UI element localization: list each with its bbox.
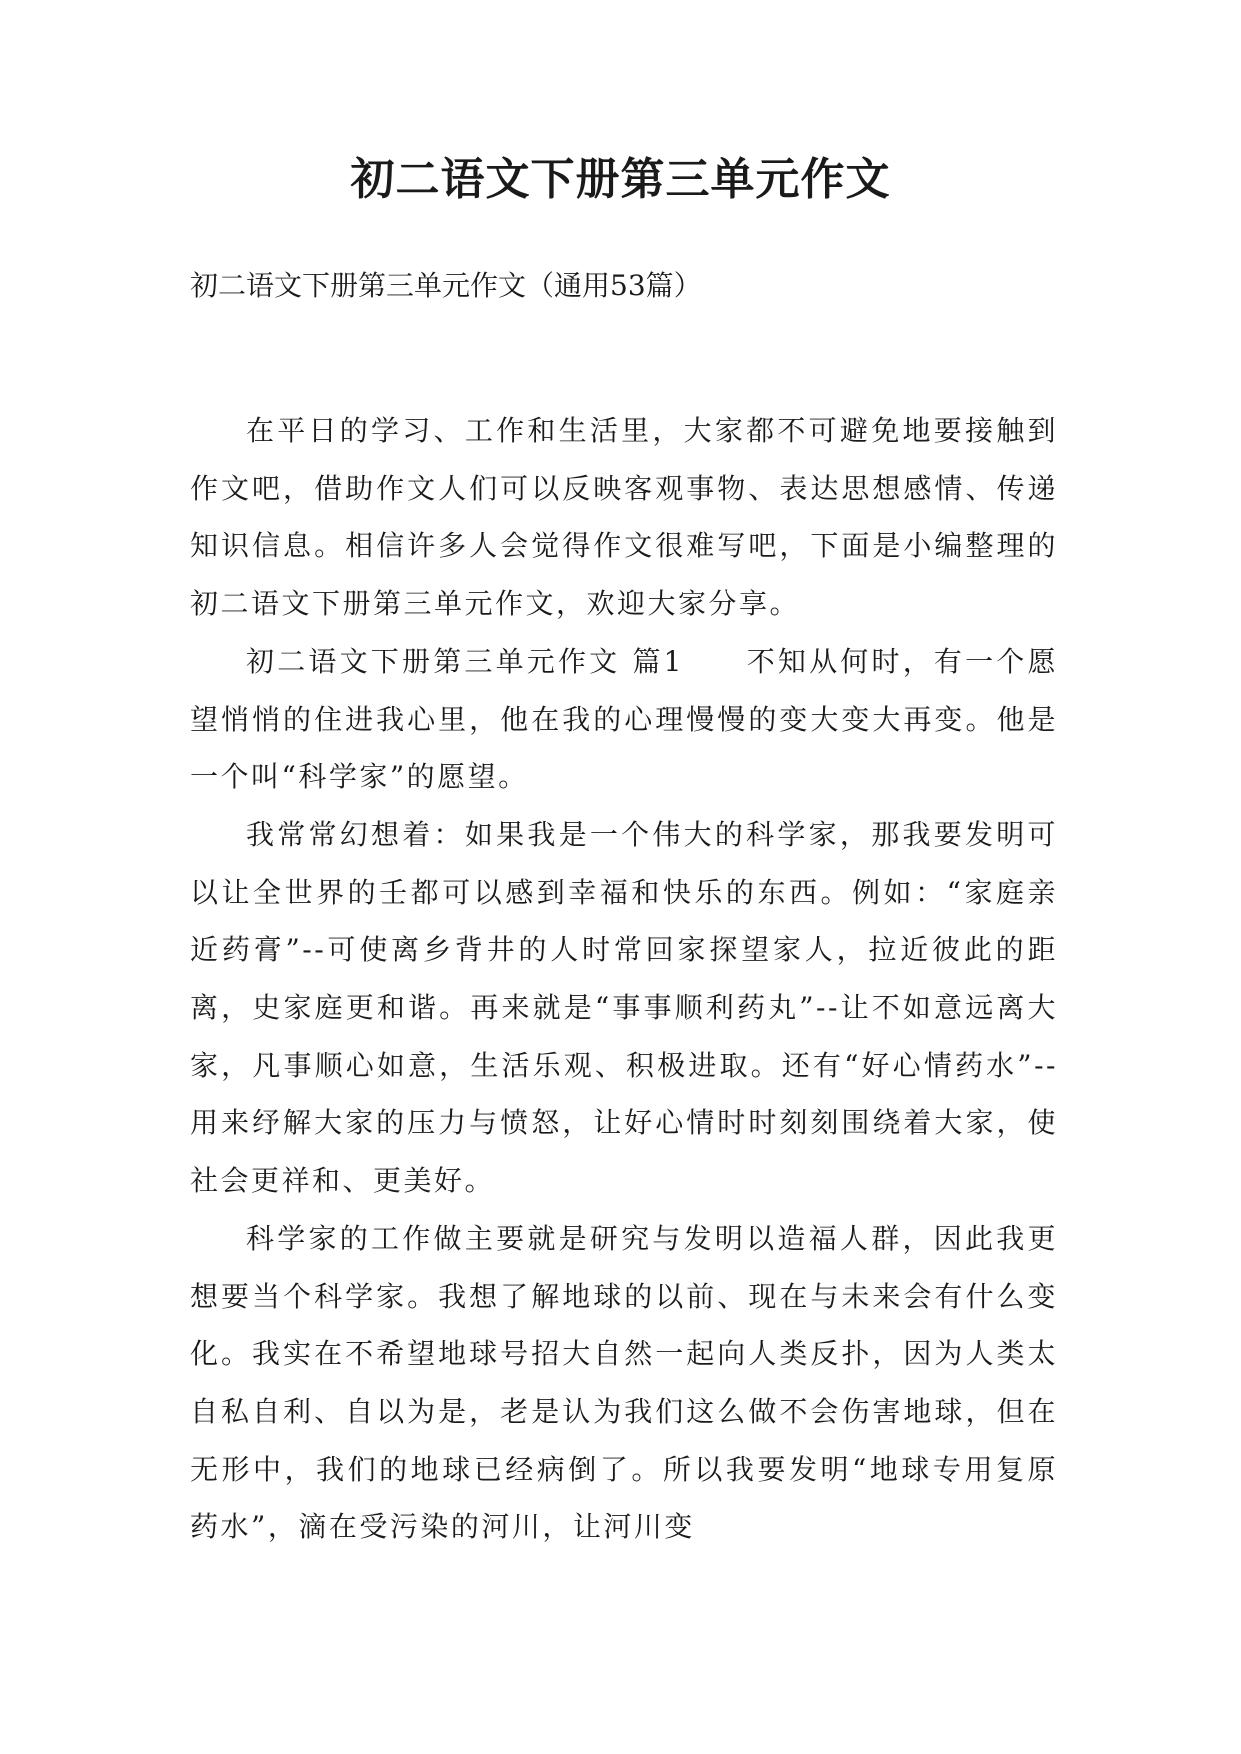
intro-paragraph: 在平日的学习、工作和生活里，大家都不可避免地要接触到作文吧，借助作文人们可以反映客观事物、表达思想感情、传递知识信息。相信许多人会觉得作文很难写吧，下面是小编整理的初二语文下册第三单元作文，欢迎大家分享。 [190, 414, 1058, 621]
body-paragraph: 科学家的工作做主要就是研究与发明以造福人群，因此我更想要当个科学家。我想了解地球的以前、现在与未来会有什么变化。我实在不希望地球号招大自然一起向人类反扑，因为人类太自私自利、自以为是，老是认为我们这么做不会伤害地球，但在无形中，我们的地球已经病倒了。所以我要发明“地球专用复原药水”，滴在受污染的河川，让河川变 [190, 1221, 1058, 1544]
essay-1-opening: 不知从何时，有一个愿望悄悄的住进我心里，他在我的心理慢慢的变大变大再变。他是一个叫“科学家”的愿望。 [190, 644, 1058, 794]
essay-1-heading: 初二语文下册第三单元作文 篇1 [246, 644, 684, 678]
document-subtitle: 初二语文下册第三单元作文（通用53篇） [190, 269, 702, 302]
document-body [190, 402, 1058, 1556]
document-title: 初二语文下册第三单元作文 [350, 154, 891, 205]
essay-1-paragraph [190, 633, 1058, 806]
body-paragraph: 我常常幻想着：如果我是一个伟大的科学家，那我要发明可以让全世界的壬都可以感到幸福和快乐的东西。例如：“家庭亲近药膏”--可使离乡背井的人时常回家探望家人，拉近彼此的距离，史家庭更和谐。再来就是“事事顺利药丸”--让不如意远离大家，凡事顺心如意，生活乐观、积极进取。还有“好心情药水”--用来纾解大家的压力与愤怒，让好心情时时刻刻围绕着大家，使社会更祥和、更美好。 [190, 817, 1058, 1198]
